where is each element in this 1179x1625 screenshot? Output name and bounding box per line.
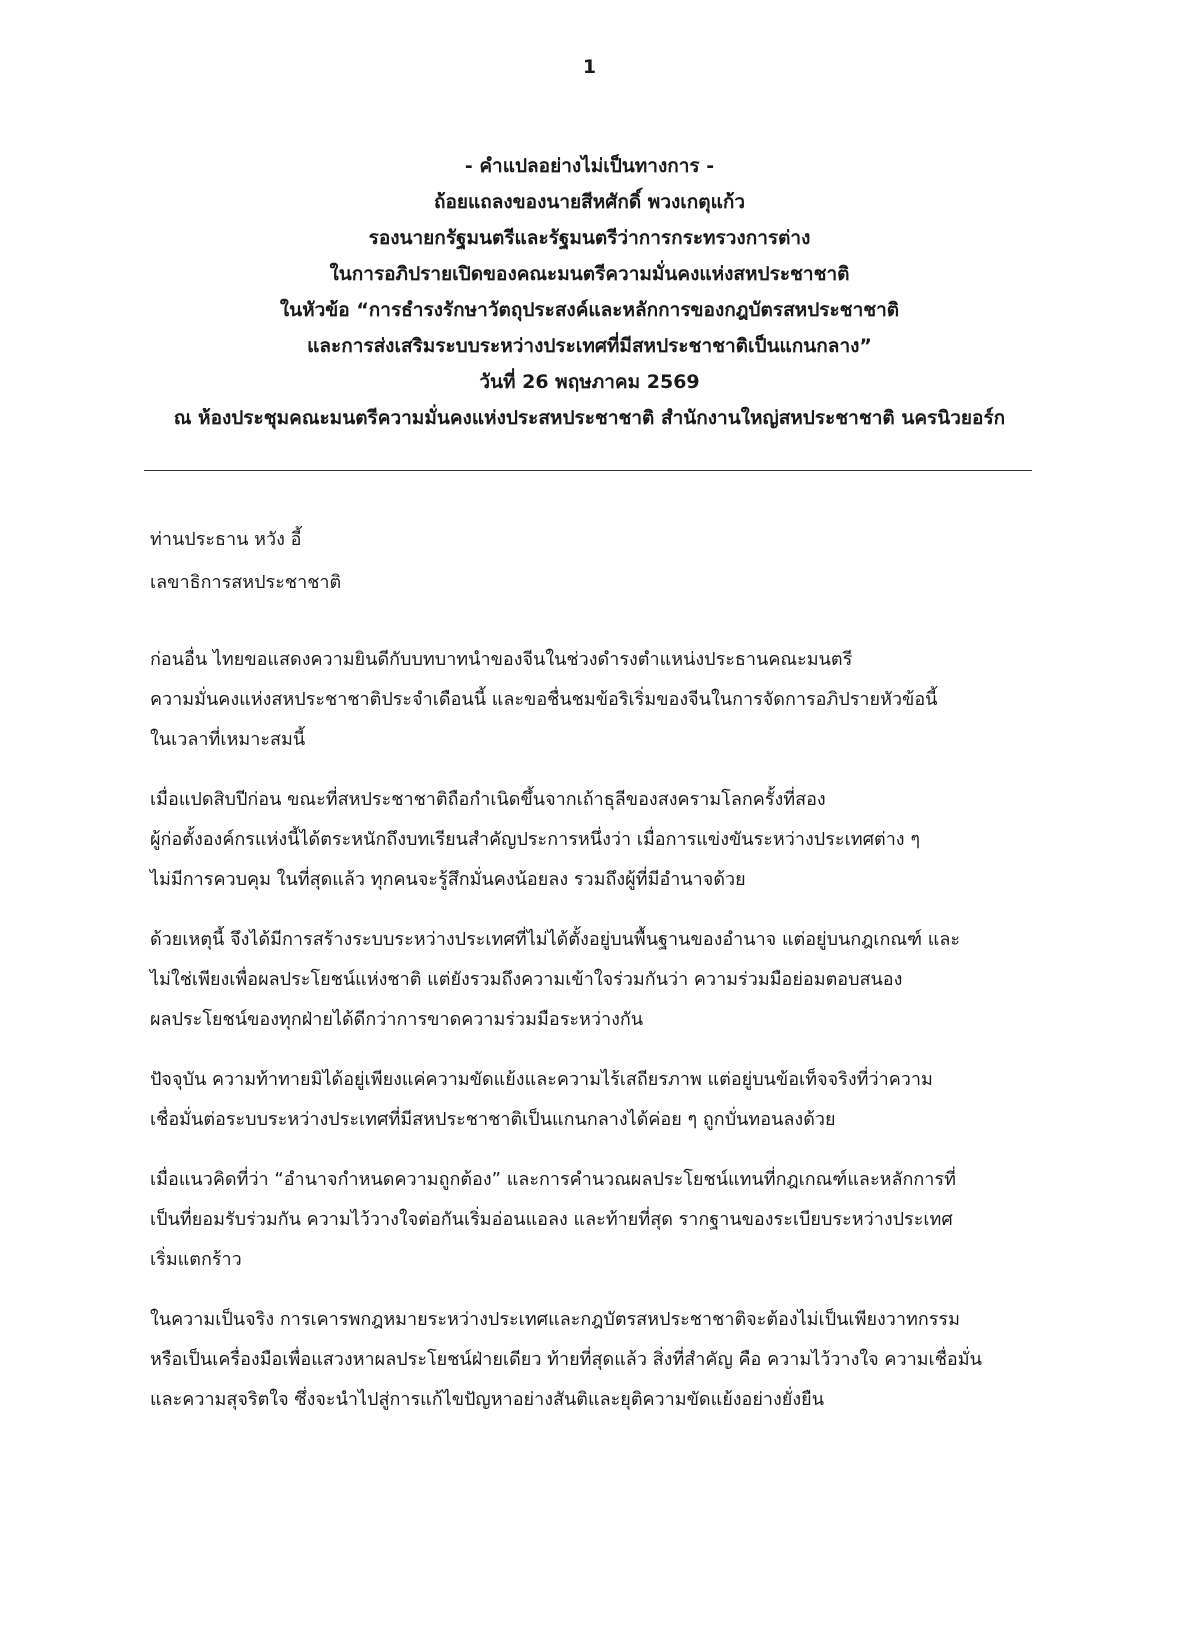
paragraph-line: เมื่อแปดสิบปีก่อน ขณะที่สหประชาชาติถือกำเนิดขึ้นจากเถ้าธุลีของสงครามโลกครั้งที่สอง — [150, 789, 826, 810]
paragraph-line: และความสุจริตใจ ซึ่งจะนำไปสู่การแก้ไขปัญหาอย่างสันติและยุติความขัดแย้งอย่างยั่งยืน — [150, 1389, 824, 1410]
paragraph-line: ปัจจุบัน ความท้าทายมิได้อยู่เพียงแค่ความขัดแย้งและความไร้เสถียรภาพ แต่อยู่บนข้อเท็จจริงที่ว่าความ — [150, 1069, 933, 1090]
addressee-secretary-general: เลขาธิการสหประชาชาติ — [150, 572, 342, 593]
paragraph-line: เริ่มแตกร้าว — [150, 1249, 242, 1270]
paragraph — [150, 1300, 1050, 1420]
paragraph-line: ไม่มีการควบคุม ในที่สุดแล้ว ทุกคนจะรู้สึกมั่นคงน้อยลง รวมถึงผู้ที่มีอำนาจด้วย — [150, 869, 746, 890]
paragraph-line: ผู้ก่อตั้งองค์กรแห่งนี้ได้ตระหนักถึงบทเรียนสำคัญประการหนึ่งว่า เมื่อการแข่งขันระหว่างประเทศต่าง ๆ — [150, 829, 920, 850]
header-line-topic-cont: และการส่งเสริมระบบระหว่างประเทศที่มีสหประชาชาติเป็นแกนกลาง” — [307, 335, 872, 357]
paragraph-line: ผลประโยชน์ของทุกฝ่ายได้ดีกว่าการขาดความร่วมมือระหว่างกัน — [150, 1009, 644, 1030]
header-line-topic: ในหัวข้อ “การธำรงรักษาวัตถุประสงค์และหลักการของกฎบัตรสหประชาชาติ — [279, 299, 900, 321]
header-line-venue: ณ ห้องประชุมคณะมนตรีความมั่นคงแห่งประสหประชาชาติ สำนักงานใหญ่สหประชาชาติ นครนิวยอร์ก — [173, 407, 1006, 429]
paragraph-line: หรือเป็นเครื่องมือเพื่อแสวงหาผลประโยชน์ฝ่ายเดียว ท้ายที่สุดแล้ว สิ่งที่สำคัญ คือ ความไว้วางใจ ความเชื่อมั่น — [150, 1349, 982, 1370]
paragraph-line: เป็นที่ยอมรับร่วมกัน ความไว้วางใจต่อกันเริ่มอ่อนแอลง และท้ายที่สุด รากฐานของระเบียบระหว่างประเทศ — [150, 1209, 953, 1230]
paragraph — [150, 1060, 1050, 1140]
document-header — [120, 148, 1059, 436]
paragraph-line: เมื่อแนวคิดที่ว่า “อำนาจกำหนดความถูกต้อง” และการคำนวณผลประโยชน์แทนที่กฎเกณฑ์และหลักการที่ — [150, 1169, 956, 1190]
paragraph-line: ในเวลาที่เหมาะสมนี้ — [150, 729, 306, 750]
header-line-date: วันที่ 26 พฤษภาคม 2569 — [479, 371, 700, 393]
header-divider — [144, 470, 1032, 471]
header-line-event: ในการอภิปรายเปิดของคณะมนตรีความมั่นคงแห่งสหประชาชาติ — [329, 263, 850, 285]
paragraph-line: ในความเป็นจริง การเคารพกฎหมายระหว่างประเทศและกฎบัตรสหประชาชาติจะต้องไม่เป็นเพียงวาทกรรม — [150, 1309, 960, 1330]
header-line-speaker: ถ้อยแถลงของนายสีหศักดิ์ พวงเกตุแก้ว — [433, 191, 746, 213]
paragraph — [150, 780, 1050, 900]
paragraph-line: ด้วยเหตุนี้ จึงได้มีการสร้างระบบระหว่างประเทศที่ไม่ได้ตั้งอยู่บนพื้นฐานของอำนาจ แต่อยู่บนกฎเกณฑ์ และ — [150, 929, 961, 950]
paragraph-line: เชื่อมั่นต่อระบบระหว่างประเทศที่มีสหประชาชาติเป็นแกนกลางได้ค่อย ๆ ถูกบั่นทอนลงด้วย — [150, 1109, 836, 1130]
header-line-unofficial-translation: - คำแปลอย่างไม่เป็นทางการ - — [464, 155, 715, 177]
paragraph — [150, 640, 1050, 760]
statement-body — [150, 640, 1050, 1440]
addressee-president: ท่านประธาน หวัง อี้ — [150, 529, 302, 550]
paragraph-line: ความมั่นคงแห่งสหประชาชาติประจำเดือนนี้ และขอชื่นชมข้อริเริ่มของจีนในการจัดการอภิปรายหัวข้อนี้ — [150, 689, 938, 710]
paragraph — [150, 920, 1050, 1040]
addressees — [150, 518, 341, 604]
paragraph-line: ก่อนอื่น ไทยขอแสดงความยินดีกับบทบาทนำของจีนในช่วงดำรงตำแหน่งประธานคณะมนตรี — [150, 649, 853, 670]
paragraph — [150, 1160, 1050, 1280]
header-line-position: รองนายกรัฐมนตรีและรัฐมนตรีว่าการกระทรวงการต่าง — [368, 227, 811, 249]
page-number: 1 — [582, 56, 597, 78]
paragraph-line: ไม่ใช่เพียงเพื่อผลประโยชน์แห่งชาติ แต่ยังรวมถึงความเข้าใจร่วมกันว่า ความร่วมมือย่อมตอบสนอง — [150, 969, 903, 990]
